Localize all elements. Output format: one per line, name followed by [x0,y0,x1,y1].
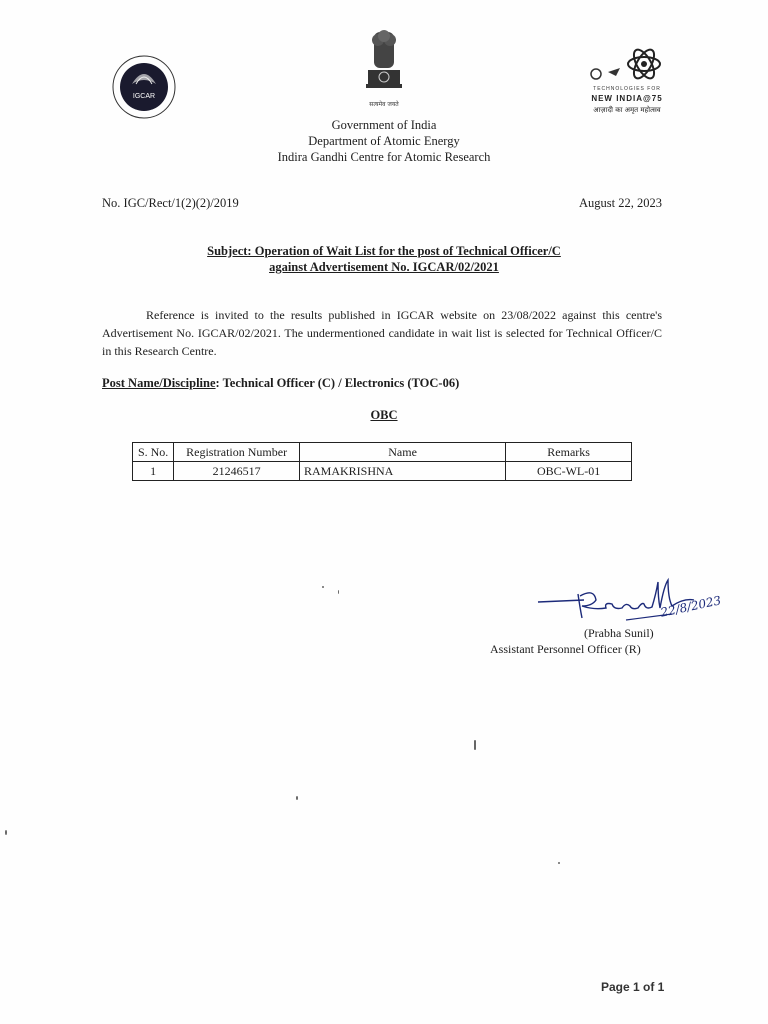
scan-speck [558,862,560,864]
header-government: Government of India [331,118,437,132]
body-paragraph-text: Reference is invited to the results published in IGCAR website on 23/08/2022 against this centre's Advertisement No. IGCAR/02/2021. The undermentioned candidate in wait list is selected for Technical Officer/C in this Research Centre. [102,308,662,358]
igcar-logo-text: IGCAR [132,93,156,100]
cell-sno: 1 [133,462,174,481]
logo-line3: आज़ादी का अमृत महोत्सव [593,106,661,114]
igcar-logo [110,54,178,120]
national-emblem [356,26,412,110]
column-header-sno: S. No. [133,443,174,462]
subject-line1: Subject: Operation of Wait List for the post of Technical Officer/C [207,244,561,258]
scan-speck [338,590,339,594]
page-number: Page 1 of 1 [601,980,665,994]
cell-registration: 21246517 [174,462,300,481]
logo-line1: TECHNOLOGIES FOR [593,86,661,92]
body-paragraph [102,306,662,360]
cell-remarks: OBC-WL-01 [506,462,632,481]
column-header-remarks: Remarks [506,443,632,462]
signatory-name: (Prabha Sunil) [584,626,654,640]
new-india-75-logo [582,44,672,124]
post-value: : Technical Officer (C) / Electronics (TOC-06) [215,376,460,390]
signatory-designation: Assistant Personnel Officer (R) [490,642,641,656]
cell-name: RAMAKRISHNA [299,462,505,481]
header-department: Department of Atomic Energy [308,134,460,148]
subject-line2: against Advertisement No. IGCAR/02/2021 [269,260,499,274]
column-header-name: Name [299,443,505,462]
scan-speck [5,830,7,835]
scan-speck [322,586,324,588]
category-heading: OBC [370,408,398,422]
subject [0,243,768,275]
post-label: Post Name/Discipline [102,376,216,390]
column-header-registration: Registration Number [174,443,300,462]
table-row [133,462,632,481]
reference-number: No. IGC/Rect/1(2)(2)/2019 [102,196,239,210]
signature [534,574,734,630]
letter-date: August 22, 2023 [579,196,662,210]
emblem-caption: सत्यमेव जयते [369,101,399,108]
table-header-row [133,443,632,462]
scan-speck [474,740,476,750]
post-name-discipline [102,376,459,391]
logo-line2: NEW INDIA@75 [591,94,663,103]
candidate-table [132,442,632,481]
header-centre: Indira Gandhi Centre for Atomic Research [277,150,491,164]
scan-speck [296,796,298,800]
signature-date: 22/8/2023 [659,593,723,620]
